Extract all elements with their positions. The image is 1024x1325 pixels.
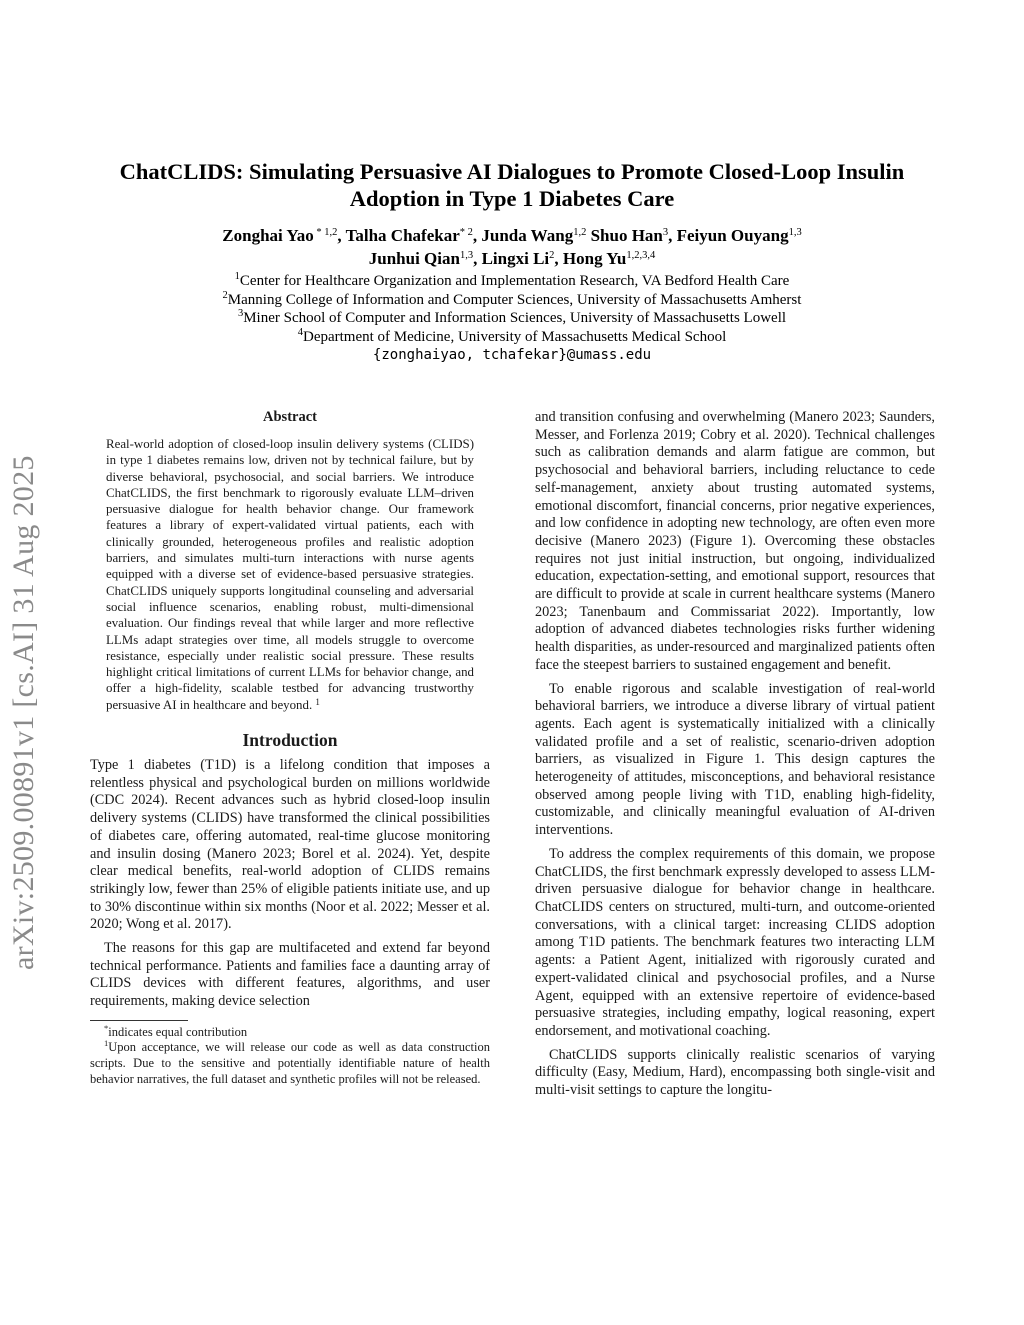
author-separator: ,: [554, 249, 563, 268]
contact-email: {zonghaiyao, tchafekar}@umass.edu: [372, 347, 652, 364]
author-name: Shuo Han: [590, 226, 663, 245]
affiliation-mark: 3: [237, 308, 244, 320]
author-name: Lingxi Li: [481, 249, 550, 268]
affiliation: [60, 291, 964, 310]
author-affiliation-mark: * 1,2: [313, 227, 338, 238]
paragraph: To address the complex requirements of this domain, we propose ChatCLIDS, the first benchmark expressly developed to assess LLM-driven persuasive dialogue for behavior change in healthcare. ChatCLIDS centers on structured, multi-turn, and outcome-oriented conversations, with a clinical target: increasing CLIDS adoption among T1D patients. The benchmark features two interacting LLM agents: a Patient Agent, initialized with rigorously curated and expert-validated clinical and psychosocial profiles, and a Nurse Agent, equipped with an extensive repertoire of evidence-based persuasive strategies, including empathy, logical reasoning, expert endorsement, and motivational coaching.: [535, 845, 935, 1039]
affiliation-mark: 2: [222, 289, 228, 301]
paper-header: [60, 158, 964, 365]
paragraph: Type 1 diabetes (T1D) is a lifelong condition that imposes a relentless physical and psychological burden on millions worldwide (CDC 2024). Recent advances such as hybrid closed-loop insulin delivery systems (CLIDS) have transformed the clinical possibilities of diabetes care, offering automated, real-time glucose monitoring and insulin dosing (Manero 2023; Borel et al. 2024). Yet, despite clear medical benefits, real-world adoption of CLIDS remains strikingly low, fewer than 25% of eligible patients initiate use, and up to 30% discontinue within six months (Noor et al. 2022; Messer et al. 2020; Wong et al. 2017).: [90, 757, 490, 933]
author-affiliation-mark: 1,2: [573, 227, 587, 238]
affiliation-mark: 1: [234, 271, 240, 282]
author-name: Talha Chafekar: [345, 226, 460, 245]
author-separator: ,: [473, 249, 482, 268]
title-line-1: ChatCLIDS: Simulating Persuasive AI Dialogues to Promote Closed-Loop Insulin: [119, 159, 905, 184]
footnote-mark: 1: [104, 1038, 109, 1049]
author-name: Junhui Qian: [368, 249, 460, 268]
author-name: Zonghai Yao: [222, 226, 314, 245]
author-separator: ,: [337, 226, 346, 245]
author-separator: ,: [472, 226, 482, 245]
abstract-body: [106, 436, 474, 713]
footnote: [90, 1022, 490, 1041]
footnote-mark: *: [104, 1022, 109, 1033]
affiliation-mark: 4: [297, 326, 303, 338]
affiliation: [60, 272, 964, 291]
abstract-heading: Abstract: [263, 409, 317, 425]
author-affiliation-mark: 3: [662, 227, 669, 238]
authors-line-1: [60, 224, 964, 247]
author-name: Feiyun Ouyang: [676, 226, 789, 245]
footnote-text: Upon acceptance, we will release our code as well as data construction scripts. Due to the sensitive and potentially identifiable nature of health behavior narratives, the full dataset and synthetic profiles will not be released.: [90, 1040, 490, 1086]
footnote: [90, 1040, 490, 1087]
affiliation-text: Manning College of Information and Computer Sciences, University of Massachusetts Amherst: [227, 291, 802, 308]
author-name: Junda Wang: [481, 226, 574, 245]
author-affiliation-mark: 1,2,3,4: [626, 250, 656, 261]
paragraph: The reasons for this gap are multifaceted and extend far beyond technical performance. Patients and families face a daunting array of CLIDS devices with different features, algorithms, and user requirements, making device selection: [90, 940, 490, 1010]
paragraph: ChatCLIDS supports clinically realistic scenarios of varying difficulty (Easy, Medium, Hard), encompassing both single-visit and multi-visit settings to capture the longitu-: [535, 1046, 935, 1099]
author-affiliation-mark: 1,3: [459, 250, 474, 261]
author-affiliation-mark: 2: [549, 250, 555, 261]
arxiv-identifier: arXiv:2509.00891v1 [cs.AI] 31 Aug 2025: [7, 455, 40, 970]
affiliation-text: Center for Healthcare Organization and Implementation Research, VA Bedford Health Care: [239, 273, 790, 289]
affiliation-text: Department of Medicine, University of Massachusetts Medical School: [303, 328, 727, 345]
affiliation: [60, 309, 964, 328]
authors-line-2: [60, 247, 964, 270]
left-column: [90, 408, 490, 1087]
title-line-2: Adoption in Type 1 Diabetes Care: [349, 186, 675, 211]
right-column: [535, 409, 935, 1106]
author-list: [60, 224, 964, 270]
paper-title: [60, 158, 964, 212]
footnote-reference: 1: [315, 696, 320, 707]
footnote-divider: [90, 1020, 188, 1021]
paragraph: To enable rigorous and scalable investigation of real-world behavioral barriers, we introduce a diverse library of virtual patient agents. Each agent is systematically initialized with a clinically validated profile and a set of realistic, scenario-driven adoption barriers, as visualized in Figure 1. This design captures the heterogeneity of attitudes, misconceptions, and behavioral resistance observed among people living with T1D, enabling high-fidelity, customizable, and clinically meaningful evaluation of AI-driven interventions.: [535, 680, 935, 839]
footnotes: [90, 1022, 490, 1087]
author-name: Hong Yu: [562, 249, 627, 268]
author-affiliation-mark: 1,3: [788, 227, 802, 238]
affiliation-list: [60, 272, 964, 365]
affiliation-text: Miner School of Computer and Information Sciences, University of Massachusetts Lowell: [243, 310, 787, 327]
introduction-heading: Introduction: [242, 730, 338, 751]
author-separator: ,: [668, 226, 677, 245]
paragraph: and transition confusing and overwhelming (Manero 2023; Saunders, Messer, and Forlenza 2019; Cobry et al. 2020). Technical challenges such as calibration demands and alarm fatigue are common, but psychosocial and behavioral barriers, including reluctance to cede self-management, anxiety about trusting automated systems, emotional discomfort, financial concerns, prior negative experiences, and low confidence in adopting new technology, are often even more decisive (Manero 2023) (Figure 1). Overcoming these obstacles requires not just initial instruction, but ongoing, individualized education, expectation-setting, and emotional support, resources that are difficult to provide at scale in current healthcare systems (Manero 2023; Tanenbaum and Commissariat 2022). Importantly, low adoption of advanced diabetes technologies risks further widening health disparities, as under-resourced and marginalized patients often face the steepest barriers to sustained engagement and benefit.: [535, 409, 935, 673]
footnote-text: indicates equal contribution: [108, 1024, 248, 1039]
author-affiliation-mark: * 2: [459, 227, 473, 238]
abstract-text: Real-world adoption of closed-loop insulin delivery systems (CLIDS) in type 1 diabetes remains low, driven not by technical failure, but by diverse behavioral, psychosocial, and social barriers. We introduce ChatCLIDS, the first benchmark to rigorously evaluate LLM–driven persuasive dialogue for health behavior change. Our framework features a library of expert-validated virtual patients, each with clinically grounded, heterogeneous profiles and realistic adoption barriers, and simulates multi-turn interactions with nurse agents equipped with a diverse set of evidence-based persuasive strategies. ChatCLIDS uniquely supports longitudinal counseling and adversarial social influence scenarios, enabling robust, multi-dimensional evaluation. Our findings reveal that while larger and more reflective LLMs adapt strategies over time, all models struggle to overcome resistance, especially under realistic social pressure. These results highlight critical limitations of current LLMs for behavior change, and offer a high-fidelity, scalable testbed for advancing trustworthy persuasive AI in healthcare and beyond.: [106, 437, 474, 712]
affiliation: [60, 328, 964, 347]
